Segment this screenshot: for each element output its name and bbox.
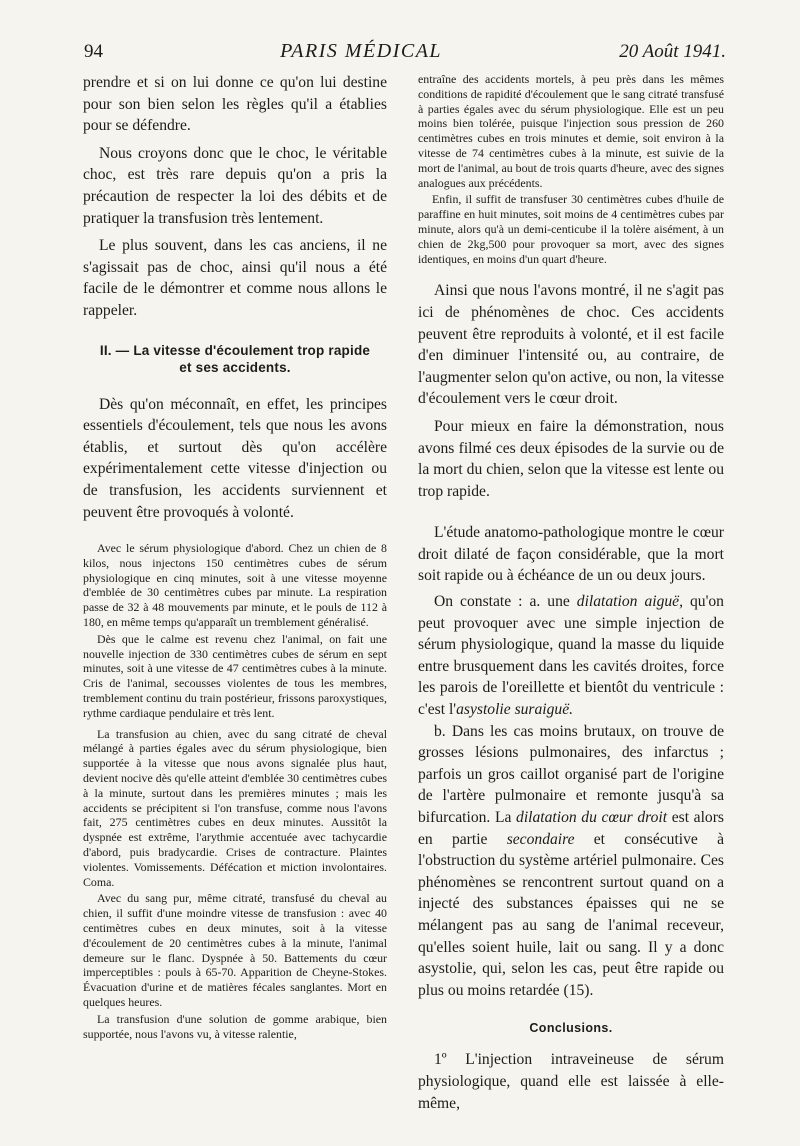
paragraph: b. Dans les cas moins brutaux, on trouve de grosses lésions pulmonaires, des infarctus ; parfois un gros caillot organisé part de l'origine de l'artère pulmonaire et remonte jusqu'à sa bifurcation. La dilatation du cœur droit est alors en partie secondaire et consécutive à l'obstruction du système artériel pulmonaire. Ces phénomènes se rencontrent surtout quand on a injecté des substances épaisses qui ne se mélangent pas au sang de l'animal receveur, qu'elles soient huile, lait ou sang. Il y a donc asystolie, qui, selon les cas, peut être rapide ou plus ou moins retardée (15). [418, 722, 724, 999]
small-paragraph: Avec du sang pur, même citraté, transfusé du cheval au chien, il suffit d'une moindre vitesse de transfusion : avec 40 centimètres cubes en deux minutes, soit à la vitesse d'écoulement de 20 centimètres cubes à la minute, l'animal demeure sur le flanc. Dyspnée à 50. Battements du cœur imperceptibles : pouls à 65-70. Apparition de Cheyne-Stokes. Évacuation d'urine et de matières fécales sanglantes. Mort en quelques heures. [83, 891, 387, 1009]
small-paragraph: La transfusion d'une solution de gomme arabique, bien supportée, nous l'avons vu, à vitesse ralentie, [83, 1011, 387, 1041]
paragraph: Ainsi que nous l'avons montré, il ne s'agit pas ici de phénomènes de choc. Ces accidents peuvent être reproduits à volonté, et il est facile d'en diminuer l'intensité ou, au contraire, de l'augmenter selon qu'on active, ou non, la vitesse d'écoulement vers le cœur droit. [418, 282, 724, 408]
paragraph: Pour mieux en faire la démonstration, nous avons filmé ces deux épisodes de la survie ou de la mort du chien, selon que la vitesse est lente ou trop rapide. [418, 417, 724, 500]
small-paragraph: Enfin, il suffit de transfuser 30 centimètres cubes d'huile de paraffine en huit minutes, soit moins de 4 centimètres cubes par minute, alors qu'à un demi-centicube il la tolère aisément, à un chien de 2kg,500 pour provoquer sa mort, avec des signes identiques, en moins d'un quart d'heure. [418, 192, 724, 266]
paragraph: Le plus souvent, dans les cas anciens, il ne s'agissait pas de choc, ainsi qu'il nous a été facile de le démontrer et comme nous allons le rappeler. [83, 237, 387, 319]
section-heading-line: et ses accidents. [179, 359, 291, 375]
small-paragraph: Dès que le calme est revenu chez l'animal, on fait une nouvelle injection de 330 centimètres cubes de sérum en sept minutes, soit à une vitesse de 47 centimètres cubes à la minute. Cris de l'animal, secousses violentes de tous les membres, tremblement continu du train postérieur, frissons paroxystiques, rythme cardiaque pendulaire et très lent. [83, 631, 387, 720]
section-heading [83, 342, 387, 376]
paragraph: Dès qu'on méconnaît, en effet, les principes essentiels d'écoulement, tels que nous les avons établis, et surtout dès qu'on accélère expérimentalement cette vitesse d'injection ou de transfusion, les accidents surviennent et peuvent être provoqués à volonté. [83, 395, 387, 521]
paragraph: 1º L'injection intraveineuse de sérum physiologique, quand elle est laissée à elle-même, [418, 1051, 724, 1112]
issue-date: 20 Août 1941. [619, 41, 726, 62]
page-number: 94 [84, 41, 103, 62]
small-paragraph: La transfusion au chien, avec du sang citraté de cheval mélangé à parties égales avec du sérum physiologique, bien supportée à la vitesse que nous avons signalée plus haut, devient nocive dès qu'elle atteint d'emblée 30 centimètres cubes à la minute, surtout dans les premières minutes ; mais les accidents se précipitent si l'on transfuse, comme nous l'avons fait, 275 centimètres cubes en deux minutes. Aussitôt la dyspnée est extrême, l'arythmie accentuée avec tachycardie d'abord, puis bradycardie. Crises de contracture. Plaintes violentes. Vomissements. Défécation et miction involontaires. Coma. [83, 726, 387, 889]
conclusions-heading: Conclusions. [529, 1021, 613, 1036]
journal-title: PARIS MÉDICAL [280, 40, 443, 62]
left-column [83, 72, 387, 1041]
right-column [418, 72, 724, 1114]
section-heading-line: II. — La vitesse d'écoulement trop rapide [99, 342, 371, 358]
running-header [84, 40, 726, 70]
small-paragraph: Avec le sérum physiologique d'abord. Chez un chien de 8 kilos, nous injectons 150 centimètres cubes de sérum physiologique en cinq minutes, soit à une vitesse moyenne d'emblée de 30 centimètres cubes par minute. La respiration passe de 32 à 48 mouvements par minute, et le pouls de 112 à 180, en même temps qu'apparaît un tremblement généralisé. [83, 541, 387, 630]
paragraph: L'étude anatomo-pathologique montre le cœur droit dilaté de façon considérable, que la mort soit rapide ou à échéance de un ou deux jours. [418, 524, 724, 585]
paragraph: On constate : a. une dilatation aiguë, qu'on peut provoquer avec une simple injection de sérum physiologique, quand la masse du liquide entre brusquement dans les cavités droites, force les parois de l'oreillette et bientôt du ventricule : c'est l'asystolie suraiguë. [418, 593, 724, 719]
paragraph: Nous croyons donc que le choc, le véritable choc, est très rare depuis qu'on a pris la précaution de respecter la loi des débits et de pratiquer la transfusion très lentement. [83, 144, 387, 227]
paragraph: prendre et si on lui donne ce qu'on lui destine pour son bien selon les règles qu'il a établies pour se défendre. [83, 74, 387, 135]
small-paragraph: entraîne des accidents mortels, à peu près dans les mêmes conditions de rapidité d'écoulement que le sang citraté transfusé à parties égales avec du sérum physiologique. Elle est un peu moins bien tolérée, puisque l'injection sous pression de 260 centimètres cubes en trois minutes et demie, soit environ à la vitesse de 74 centimètres cubes à la minute, est suivie de la mort de l'animal, au bout de trois quarts d'heure, avec des signes analogues aux précédents. [418, 72, 724, 190]
